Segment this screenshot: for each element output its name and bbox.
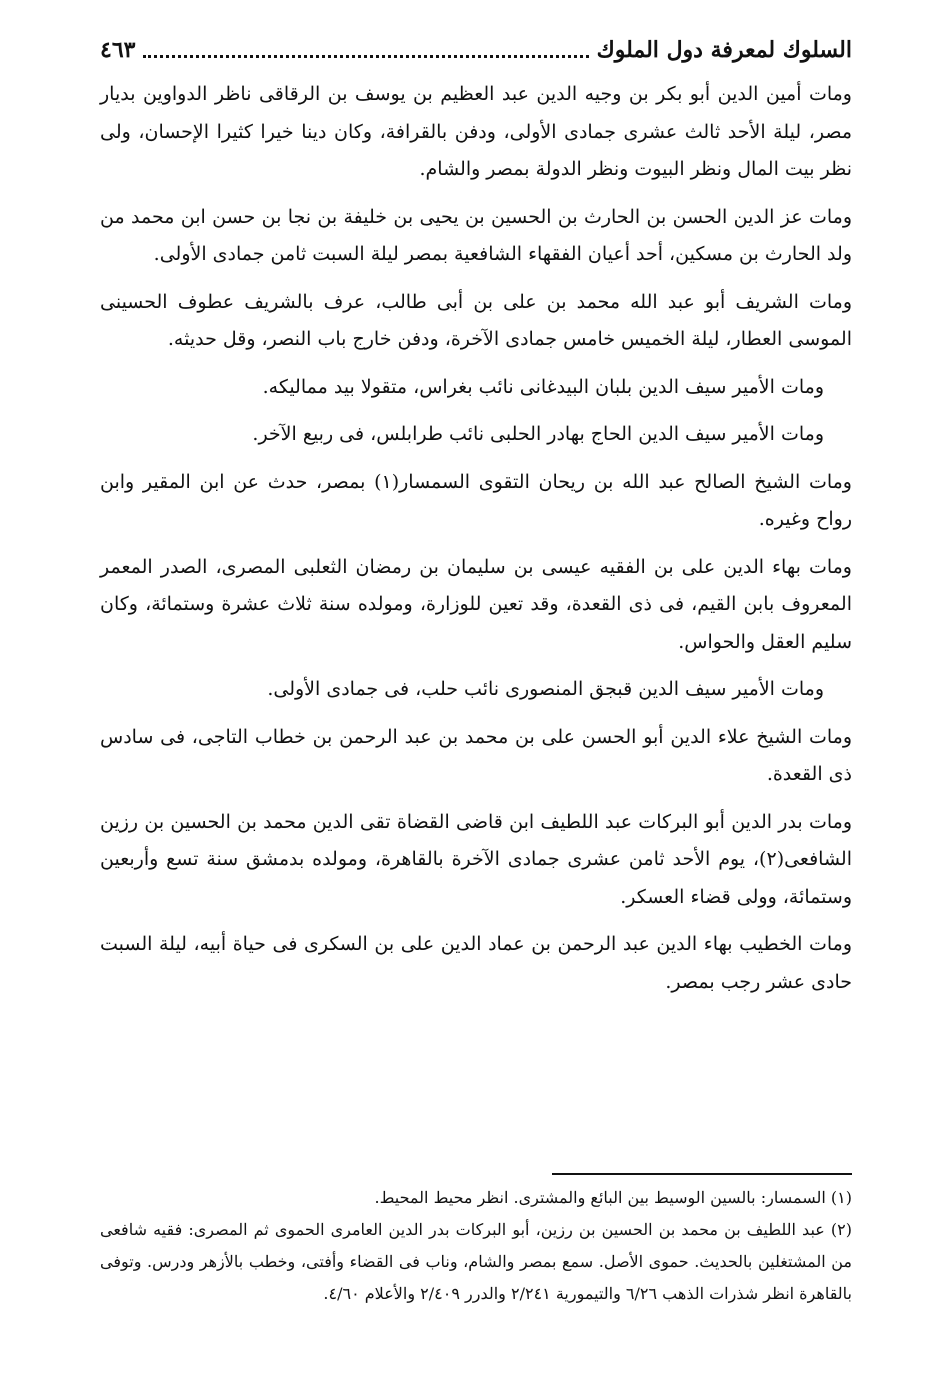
footnote: (١) السمسار: بالسين الوسيط بين البائع والمشترى. انظر محيط المحيط.	[374, 1188, 852, 1207]
paragraph: ومات الشيخ الصالح عبد الله بن ريحان التقوى السمسار(١) بمصر، حدث عن ابن المقير وابن رواح وغيره.	[100, 470, 852, 530]
paragraph: ومات الأمير سيف الدين بلبان البيدغانى نائب بغراس، متقولا بيد مماليكه.	[262, 375, 824, 398]
paragraph: ومات الأمير سيف الدين الحاج بهادر الحلبى نائب طرابلس، فى ربيع الآخر.	[252, 423, 824, 445]
paragraph: ومات الشيخ علاء الدين أبو الحسن على بن محمد بن عبد الرحمن بن خطاب التاجى، فى سادس ذى القعدة.	[100, 725, 852, 785]
footnote: (٢) عبد اللطيف بن محمد بن الحسين بن رزين، أبو البركات بدر الدين العامرى الحموى ثم المصرى: فقيه شافعى من المشتغلين بالحديث. حموى الأصل. سمع بمصر والشام، وناب فى القضاء وأفتى، وخطب بالأزهر ودرس. وتوفى بالقاهرة انظر شذرات الذهب ٦/٢٦ والتيمورية ٢/٢٤١ والدرر ٢/٤٠٩ والأعلام ٤/٦٠.	[100, 1220, 853, 1303]
paragraph: ومات بدر الدين أبو البركات عبد اللطيف ابن قاضى القضاة تقى الدين محمد بن الحسين بن رزين الشافعى(٢)، يوم الأحد ثامن عشرى جمادى الآخرة بالقاهرة، ومولده بدمشق سنة تسع وأربعين وستمائة، وولى قضاء العسكر.	[100, 810, 852, 908]
paragraph: ومات الخطيب بهاء الدين عبد الرحمن بن عماد الدين على بن السكرى فى حياة أبيه، ليلة السبت حادى عشر رجب بمصر.	[100, 933, 852, 993]
paragraph: ومات الأمير سيف الدين قبجق المنصورى نائب حلب، فى جمادى الأولى.	[267, 678, 824, 700]
header-leader-dots	[143, 55, 588, 58]
book-title: السلوك لمعرفة دول الملوك	[596, 37, 852, 63]
paragraph: ومات أمين الدين أبو بكر بن وجيه الدين عبد العظيم بن يوسف بن الرقاقى ناظر الدواوين بديار مصر، ليلة الأحد ثالث عشرى جمادى الأولى، ودفن بالقرافة، وكان دينا خيرا كثيرا الإحسان، ولى نظر بيت المال ونظر البيوت ونظر الدولة بمصر والشام.	[100, 83, 852, 180]
paragraph: ومات الشريف أبو عبد الله محمد بن على بن أبى طالب، عرف بالشريف عطوف الحسينى الموسى العطار، ليلة الخميس خامس جمادى الآخرة، ودفن خارج باب النصر، وقل حديثه.	[100, 290, 852, 350]
page-number: ٤٦٣	[100, 37, 136, 63]
running-header	[100, 30, 852, 70]
main-text	[100, 76, 852, 1011]
footnotes	[100, 1182, 852, 1310]
paragraph: ومات بهاء الدين على بن الفقيه عيسى بن سليمان بن رمضان الثعلبى المصرى، الصدر المعمر المعروف بابن القيم، فى ذى القعدة، وقد تعين للوزارة، ومولده سنة ثلاث عشرة وستمائة، وكان سليم العقل والحواس.	[100, 555, 852, 653]
paragraph: ومات عز الدين الحسن بن الحارث بن الحسين بن يحيى بن خليفة بن نجا بن حسن ابن محمد من ولد الحارث بن مسكين، أحد أعيان الفقهاء الشافعية بمصر ليلة السبت ثامن جمادى الأولى.	[100, 205, 852, 265]
footnote-separator	[552, 1173, 852, 1175]
